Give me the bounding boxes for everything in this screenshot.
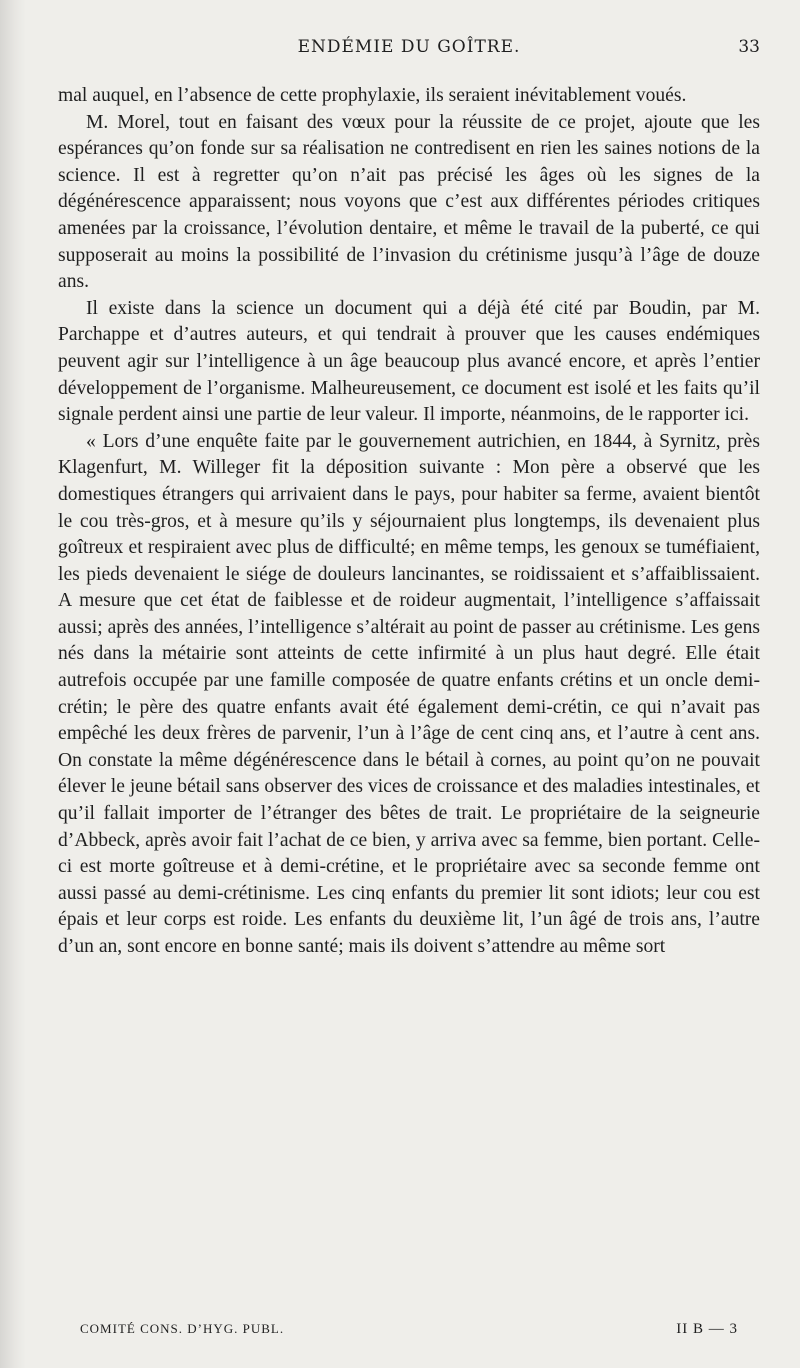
paragraph-quotation: « Lors d’une enquête faite par le gouvernement autrichien, en 1844, à Syrnitz, près Klagenfurt, M. Willeger fit la déposition suivante : Mon père a observé que les domestiques étrangers qui arrivaient dans le pays, pour habiter sa ferme, avaient bientôt le cou très-gros, et à mesure qu’ils y séjournaient plus longtemps, ils devenaient plus goîtreux et respiraient avec plus de difficulté; en même temps, les genoux se tuméfiaient, les pieds devenaient le siége de douleurs lancinantes, se roidissaient et s’affaiblissaient. A mesure que cet état de faiblesse et de roideur augmentait, l’intelligence s’affaissait aussi; après des années, l’intelligence s’altérait au point de passer au crétinisme. Les gens nés dans la métairie sont atteints de cette infirmité à un plus haut degré. Elle était autrefois occupée par une famille composée de quatre enfants crétins et un oncle demi-crétin; le père des quatre enfants avait été également demi-crétin, ce qui n’avait pas empêché les deux frères de parvenir, l’un à l’âge de cent cinq ans, et l’autre à cent ans. On constate la même dégénérescence dans le bétail à cornes, au point qu’on ne pouvait élever le jeune bétail sans observer des vices de croissance et des maladies intestinales, et qu’il fallait importer de l’étranger des bêtes de trait. Le propriétaire de la seigneurie d’Abbeck, après avoir fait l’achat de ce bien, y arriva avec sa femme, bien portant. Celle-ci est morte goîtreuse et à demi-crétine, et le propriétaire avec sa seconde femme ont aussi passé au demi-crétinisme. Les cinq enfants du premier lit sont idiots; leur cou est épais et leur corps est roide. Les enfants du deuxième lit, l’un âgé de trois ans, l’autre d’un an, sont encore en bonne santé; mais ils doivent s’attendre au même sort [58,430,760,957]
sheet-signature: II B — 3 [676,1321,738,1337]
page-header [58,30,760,64]
page-footer [80,1318,760,1340]
running-title: ENDÉMIE DU GOÎTRE. [297,37,521,57]
binding-gutter-shadow [0,0,26,1368]
paragraph-continuation: mal auquel, en l’absence de cette prophylaxie, ils seraient inévitablement voués. [58,85,687,106]
body-text [58,83,760,961]
page-number: 33 [738,37,760,57]
paragraph-morel: M. Morel, tout en faisant des vœux pour la réussite de ce projet, ajoute que les espérances qu’on fonde sur sa réalisation ne contredisent en rien les saines notions de la science. Il est à regretter qu’on n’ait pas précisé les âges où les signes de la dégénérescence apparaissent; nous voyons que c’est aux différentes périodes critiques amenées par la croissance, l’évolution dentaire, et même le travail de la puberté, ce qui supposerait au moins la possibilité de l’invasion du crétinisme jusqu’à l’âge de douze ans. [58,111,760,293]
printer-signature: COMITÉ CONS. D’HYG. PUBL. [80,1321,285,1336]
paragraph-document: Il existe dans la science un document qui a déjà été cité par Boudin, par M. Parchappe et d’autres auteurs, et qui tendrait à prouver que les causes endémiques peuvent agir sur l’intelligence à un âge beaucoup plus avancé encore, et après l’entier développement de l’organisme. Malheureusement, ce document est isolé et les faits qu’il signale perdent ainsi une partie de leur valeur. Il importe, néanmoins, de le rapporter ici. [58,297,760,426]
